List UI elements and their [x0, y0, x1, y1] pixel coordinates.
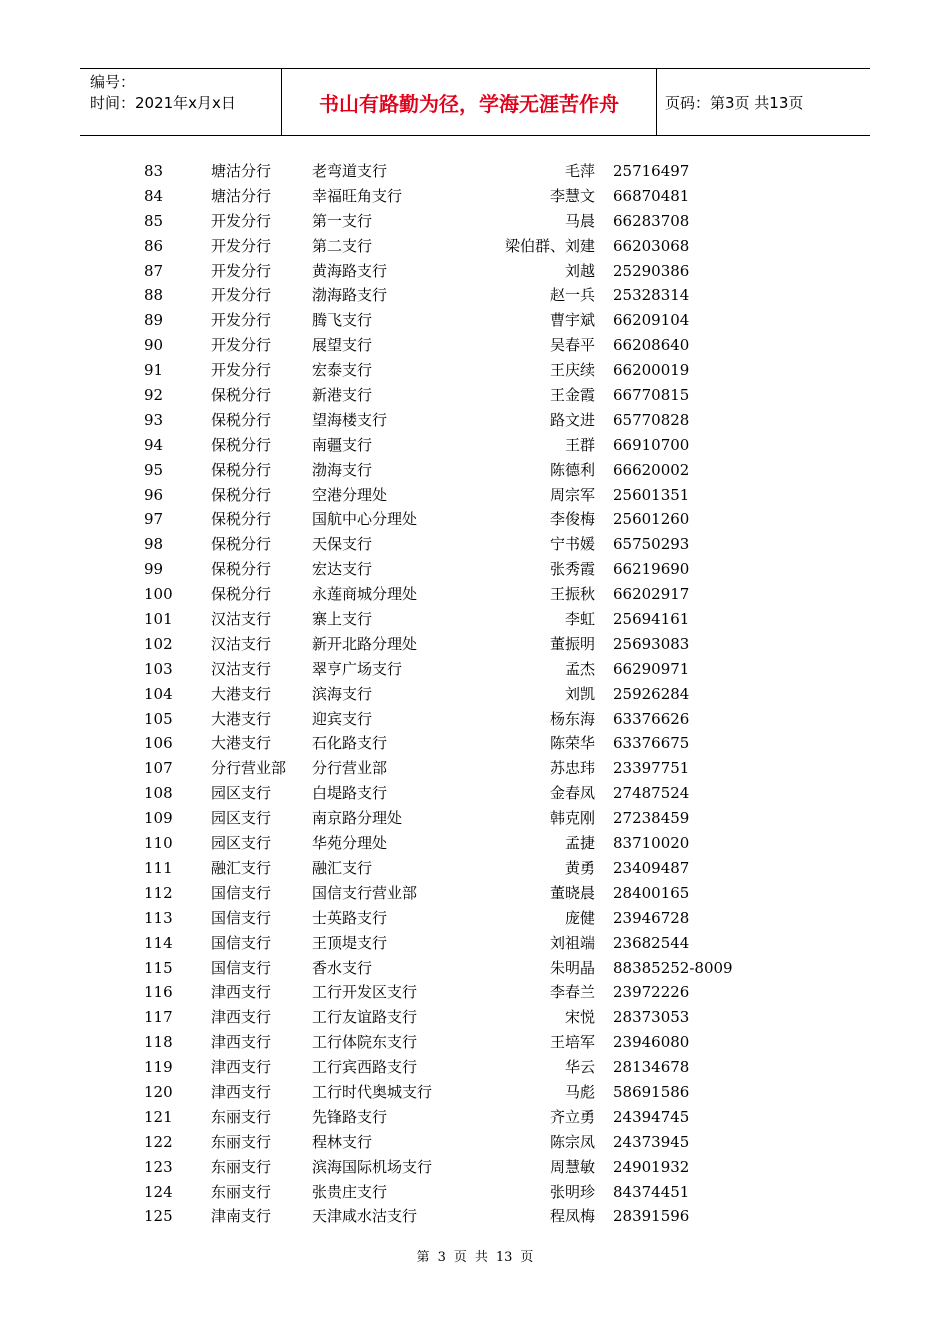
sub-branch-name: 宏达支行 — [312, 560, 373, 579]
contact-name: 吴春平 — [549, 336, 595, 355]
row-number: 90 — [144, 336, 164, 355]
contact-phone: 25290386 — [613, 261, 690, 280]
branch-name: 保税分行 — [211, 410, 272, 429]
sub-branch-name: 新港支行 — [312, 386, 373, 405]
code-label: 编号： — [90, 73, 136, 91]
branch-name: 塘沽分行 — [211, 186, 272, 205]
contact-name: 梁伯群、刘建 — [504, 236, 595, 255]
row-number: 123 — [144, 1157, 173, 1176]
row-number: 88 — [144, 286, 164, 305]
row-number: 116 — [144, 983, 173, 1002]
branch-name: 开发分行 — [211, 261, 272, 280]
row-number: 105 — [144, 709, 173, 728]
table-row — [0, 333, 950, 358]
branch-name: 融汇支行 — [211, 858, 272, 877]
page-footer — [0, 1246, 950, 1265]
contact-name: 黄勇 — [564, 858, 595, 877]
contact-name: 宁书媛 — [549, 535, 595, 554]
branch-name: 国信支行 — [211, 883, 272, 902]
contact-name: 程凤梅 — [549, 1207, 595, 1226]
row-number: 108 — [144, 784, 173, 803]
contact-name: 李慧文 — [549, 186, 595, 205]
branch-name: 津西支行 — [211, 1033, 272, 1052]
sub-branch-name: 工行体院东支行 — [312, 1033, 418, 1052]
contact-phone: 66219690 — [613, 560, 690, 579]
contact-name: 李俊梅 — [549, 510, 595, 529]
sub-branch-name: 天津咸水沽支行 — [312, 1207, 418, 1226]
contact-name: 董晓晨 — [549, 883, 595, 902]
contact-name: 陈荣华 — [549, 734, 595, 753]
row-number: 124 — [144, 1182, 173, 1201]
contact-name: 王金霞 — [549, 386, 595, 405]
sub-branch-name: 空港分理处 — [312, 485, 388, 504]
sub-branch-name: 宏泰支行 — [312, 361, 373, 380]
table-row — [0, 1030, 950, 1055]
contact-phone: 25716497 — [613, 162, 690, 180]
branch-name: 保税分行 — [211, 535, 272, 554]
contact-phone: 88385252-8009 — [613, 958, 733, 977]
branch-name: 津西支行 — [211, 1008, 272, 1027]
contact-phone: 25328314 — [613, 286, 690, 305]
sub-branch-name: 黄海路支行 — [312, 261, 388, 280]
sub-branch-name: 工行时代奥城支行 — [312, 1082, 433, 1101]
contact-name: 王庆续 — [549, 361, 595, 380]
row-number: 114 — [144, 933, 173, 952]
contact-phone: 27487524 — [613, 784, 690, 803]
contact-phone: 28373053 — [613, 1008, 690, 1027]
contact-phone: 25694161 — [613, 610, 690, 629]
branch-name: 大港支行 — [211, 684, 272, 703]
sub-branch-name: 融汇支行 — [312, 858, 373, 877]
sub-branch-name: 王顶堤支行 — [312, 933, 388, 952]
table-row — [0, 956, 950, 981]
sub-branch-name: 第二支行 — [312, 236, 373, 255]
contact-name: 董振明 — [549, 634, 595, 653]
contact-phone: 23397751 — [613, 759, 690, 778]
footer-page-number: 3 — [437, 1250, 446, 1265]
table-row — [0, 507, 950, 532]
sub-branch-name: 程林支行 — [312, 1132, 373, 1151]
table-row — [0, 931, 950, 956]
sub-branch-name: 天保支行 — [312, 535, 373, 554]
contact-name: 朱明晶 — [549, 958, 595, 977]
contact-name: 周慧敏 — [549, 1157, 595, 1176]
contact-phone: 23409487 — [613, 858, 690, 877]
branch-name: 保税分行 — [211, 460, 272, 479]
sub-branch-name: 华苑分理处 — [312, 834, 388, 853]
row-number: 101 — [144, 610, 173, 629]
date-label: 时间：2021年x月x日 — [90, 94, 236, 112]
contact-phone: 23946080 — [613, 1033, 690, 1052]
contact-phone: 66209104 — [613, 311, 690, 330]
table-row — [0, 1204, 950, 1229]
contact-name: 孟捷 — [564, 834, 595, 853]
contact-phone: 27238459 — [613, 809, 690, 828]
contact-phone: 66870481 — [613, 186, 690, 205]
table-row — [0, 707, 950, 732]
table-row — [0, 806, 950, 831]
table-row — [0, 1180, 950, 1205]
sub-branch-name: 工行宾西路支行 — [312, 1058, 418, 1077]
contact-phone: 66208640 — [613, 336, 690, 355]
branch-name: 园区支行 — [211, 784, 272, 803]
footer-text: 页 — [453, 1250, 467, 1265]
contact-phone: 63376675 — [613, 734, 690, 753]
table-row — [0, 383, 950, 408]
sub-branch-name: 南京路分理处 — [312, 809, 403, 828]
contact-phone: 84374451 — [613, 1182, 690, 1201]
contact-phone: 83710020 — [613, 834, 690, 853]
contact-phone: 66200019 — [613, 361, 690, 380]
contact-name: 张明珍 — [549, 1182, 595, 1201]
contact-phone: 66910700 — [613, 435, 690, 454]
contact-name: 王振秋 — [549, 585, 595, 604]
contact-name: 王群 — [564, 435, 595, 454]
contact-phone: 66290971 — [613, 659, 690, 678]
contact-name: 李春兰 — [549, 983, 595, 1002]
contact-phone: 25926284 — [613, 684, 690, 703]
branch-name: 保税分行 — [211, 435, 272, 454]
contact-name: 刘凯 — [564, 684, 595, 703]
contact-phone: 23972226 — [613, 983, 690, 1002]
branch-name: 保税分行 — [211, 510, 272, 529]
table-row — [0, 557, 950, 582]
row-number: 83 — [144, 162, 164, 180]
table-row — [0, 756, 950, 781]
branch-name: 国信支行 — [211, 933, 272, 952]
row-number: 86 — [144, 236, 164, 255]
header-meta — [80, 69, 281, 135]
table-row — [0, 433, 950, 458]
sub-branch-name: 香水支行 — [312, 958, 373, 977]
row-number: 115 — [144, 958, 173, 977]
table-row — [0, 657, 950, 682]
branch-name: 汉沽支行 — [211, 634, 272, 653]
contact-name: 刘越 — [564, 261, 595, 280]
footer-text: 第 — [416, 1250, 430, 1265]
contact-phone: 24901932 — [613, 1157, 690, 1176]
table-row — [0, 607, 950, 632]
row-number: 109 — [144, 809, 173, 828]
branch-name: 汉沽支行 — [211, 610, 272, 629]
branch-name: 津西支行 — [211, 1058, 272, 1077]
contact-name: 华云 — [564, 1058, 595, 1077]
contact-phone: 58691586 — [613, 1082, 690, 1101]
row-number: 84 — [144, 186, 164, 205]
branch-name: 津西支行 — [211, 983, 272, 1002]
row-number: 106 — [144, 734, 173, 753]
sub-branch-name: 翠亨广场支行 — [312, 659, 403, 678]
sub-branch-name: 腾飞支行 — [312, 311, 373, 330]
sub-branch-name: 石化路支行 — [312, 734, 388, 753]
sub-branch-name: 国航中心分理处 — [312, 510, 418, 529]
table-row — [0, 234, 950, 259]
contact-phone: 25601260 — [613, 510, 690, 529]
sub-branch-name: 第一支行 — [312, 211, 373, 230]
contact-name: 刘祖端 — [549, 933, 595, 952]
sub-branch-name: 展望支行 — [312, 336, 373, 355]
sub-branch-name: 白堤路支行 — [312, 784, 388, 803]
sub-branch-name: 先锋路支行 — [312, 1107, 388, 1126]
table-row — [0, 483, 950, 508]
row-number: 104 — [144, 684, 173, 703]
page-header — [80, 68, 870, 136]
contact-phone: 23946728 — [613, 908, 690, 927]
table-row — [0, 283, 950, 308]
contact-phone: 24394745 — [613, 1107, 690, 1126]
branch-name: 国信支行 — [211, 908, 272, 927]
row-number: 117 — [144, 1008, 173, 1027]
table-row — [0, 682, 950, 707]
row-number: 92 — [144, 386, 164, 405]
contact-phone: 65770828 — [613, 410, 690, 429]
branch-name: 保税分行 — [211, 485, 272, 504]
sub-branch-name: 士英路支行 — [312, 908, 388, 927]
contact-name: 张秀霞 — [549, 560, 595, 579]
row-number: 122 — [144, 1132, 173, 1151]
contact-name: 路文进 — [549, 410, 595, 429]
branch-name: 国信支行 — [211, 958, 272, 977]
contact-name: 马彪 — [564, 1082, 595, 1101]
branch-name: 东丽支行 — [211, 1182, 272, 1201]
contact-name: 齐立勇 — [549, 1107, 595, 1126]
contact-name: 庞健 — [564, 908, 595, 927]
branch-name: 东丽支行 — [211, 1107, 272, 1126]
table-row — [0, 1105, 950, 1130]
row-number: 85 — [144, 211, 164, 230]
contact-phone: 23682544 — [613, 933, 690, 952]
contact-phone: 63376626 — [613, 709, 690, 728]
sub-branch-name: 滨海国际机场支行 — [312, 1157, 433, 1176]
table-row — [0, 632, 950, 657]
contact-name: 宋悦 — [564, 1008, 595, 1027]
table-row — [0, 731, 950, 756]
branch-name: 保税分行 — [211, 386, 272, 405]
contact-phone: 24373945 — [613, 1132, 690, 1151]
contact-name: 韩克刚 — [549, 809, 595, 828]
contact-phone: 66283708 — [613, 211, 690, 230]
row-number: 121 — [144, 1107, 173, 1126]
row-number: 112 — [144, 883, 173, 902]
branch-name: 开发分行 — [211, 361, 272, 380]
branch-name: 园区支行 — [211, 834, 272, 853]
contact-phone: 25601351 — [613, 485, 690, 504]
row-number: 93 — [144, 410, 164, 429]
branch-name: 大港支行 — [211, 709, 272, 728]
contact-phone: 28391596 — [613, 1207, 690, 1226]
branch-name: 津西支行 — [211, 1082, 272, 1101]
branch-name: 开发分行 — [211, 211, 272, 230]
table-row — [0, 408, 950, 433]
contact-phone: 28134678 — [613, 1058, 690, 1077]
contact-name: 周宗军 — [549, 485, 595, 504]
header-motto: 书山有路勤为径，学海无涯苦作舟 — [281, 69, 657, 135]
row-number: 119 — [144, 1058, 173, 1077]
contact-table — [0, 159, 950, 1229]
contact-name: 赵一兵 — [549, 286, 595, 305]
contact-name: 毛萍 — [564, 162, 595, 180]
table-row — [0, 358, 950, 383]
row-number: 100 — [144, 585, 173, 604]
contact-phone: 25693083 — [613, 634, 690, 653]
branch-name: 东丽支行 — [211, 1132, 272, 1151]
table-row — [0, 532, 950, 557]
row-number: 87 — [144, 261, 164, 280]
row-number: 113 — [144, 908, 173, 927]
branch-name: 保税分行 — [211, 585, 272, 604]
branch-name: 开发分行 — [211, 311, 272, 330]
contact-name: 陈德利 — [549, 460, 595, 479]
sub-branch-name: 分行营业部 — [312, 759, 388, 778]
branch-name: 津南支行 — [211, 1207, 272, 1226]
contact-phone: 28400165 — [613, 883, 690, 902]
sub-branch-name: 新开北路分理处 — [312, 634, 418, 653]
sub-branch-name: 老弯道支行 — [312, 162, 388, 180]
row-number: 107 — [144, 759, 173, 778]
branch-name: 分行营业部 — [211, 759, 287, 778]
branch-name: 东丽支行 — [211, 1157, 272, 1176]
contact-phone: 66203068 — [613, 236, 690, 255]
contact-name: 曹宇斌 — [549, 311, 595, 330]
row-number: 96 — [144, 485, 164, 504]
table-row — [0, 856, 950, 881]
table-row — [0, 259, 950, 284]
sub-branch-name: 寨上支行 — [312, 610, 373, 629]
table-row — [0, 1080, 950, 1105]
row-number: 111 — [144, 858, 173, 877]
row-number: 99 — [144, 560, 164, 579]
contact-name: 王培军 — [549, 1033, 595, 1052]
table-row — [0, 781, 950, 806]
sub-branch-name: 渤海支行 — [312, 460, 373, 479]
footer-text: 页 — [520, 1250, 534, 1265]
table-row — [0, 159, 950, 184]
sub-branch-name: 望海楼支行 — [312, 410, 388, 429]
table-row — [0, 582, 950, 607]
branch-name: 开发分行 — [211, 336, 272, 355]
contact-name: 陈宗凤 — [549, 1132, 595, 1151]
footer-total-pages: 13 — [495, 1250, 513, 1265]
branch-name: 汉沽支行 — [211, 659, 272, 678]
row-number: 98 — [144, 535, 164, 554]
table-row — [0, 980, 950, 1005]
row-number: 91 — [144, 361, 164, 380]
contact-name: 李虹 — [564, 610, 595, 629]
row-number: 95 — [144, 460, 164, 479]
sub-branch-name: 南疆支行 — [312, 435, 373, 454]
row-number: 103 — [144, 659, 173, 678]
branch-name: 塘沽分行 — [211, 162, 272, 180]
row-number: 118 — [144, 1033, 173, 1052]
row-number: 94 — [144, 435, 164, 454]
table-row — [0, 1005, 950, 1030]
table-row — [0, 1055, 950, 1080]
row-number: 120 — [144, 1082, 173, 1101]
sub-branch-name: 工行友谊路支行 — [312, 1008, 418, 1027]
sub-branch-name: 国信支行营业部 — [312, 883, 418, 902]
header-page-label: 页码：第3页 共13页 — [665, 93, 804, 112]
table-row — [0, 209, 950, 234]
sub-branch-name: 渤海路支行 — [312, 286, 388, 305]
sub-branch-name: 工行开发区支行 — [312, 983, 418, 1002]
row-number: 125 — [144, 1207, 173, 1226]
table-row — [0, 881, 950, 906]
sub-branch-name: 迎宾支行 — [312, 709, 373, 728]
table-row — [0, 831, 950, 856]
contact-name: 马晨 — [564, 211, 595, 230]
row-number: 110 — [144, 834, 173, 853]
contact-name: 杨东海 — [549, 709, 595, 728]
sub-branch-name: 永莲商城分理处 — [312, 585, 418, 604]
table-row — [0, 184, 950, 209]
branch-name: 保税分行 — [211, 560, 272, 579]
contact-name: 孟杰 — [564, 659, 595, 678]
sub-branch-name: 幸福旺角支行 — [312, 186, 403, 205]
branch-name: 园区支行 — [211, 809, 272, 828]
sub-branch-name: 张贵庄支行 — [312, 1182, 388, 1201]
row-number: 102 — [144, 634, 173, 653]
contact-phone: 66202917 — [613, 585, 690, 604]
row-number: 97 — [144, 510, 164, 529]
table-row — [0, 1130, 950, 1155]
branch-name: 开发分行 — [211, 286, 272, 305]
table-row — [0, 906, 950, 931]
table-row — [0, 458, 950, 483]
contact-phone: 66620002 — [613, 460, 690, 479]
footer-text: 共 — [474, 1250, 488, 1265]
contact-name: 苏忠玮 — [549, 759, 595, 778]
table-row — [0, 1155, 950, 1180]
row-number: 89 — [144, 311, 164, 330]
contact-name: 金春凤 — [549, 784, 595, 803]
branch-name: 大港支行 — [211, 734, 272, 753]
sub-branch-name: 滨海支行 — [312, 684, 373, 703]
table-row — [0, 308, 950, 333]
contact-phone: 66770815 — [613, 386, 690, 405]
branch-name: 开发分行 — [211, 236, 272, 255]
contact-phone: 65750293 — [613, 535, 690, 554]
